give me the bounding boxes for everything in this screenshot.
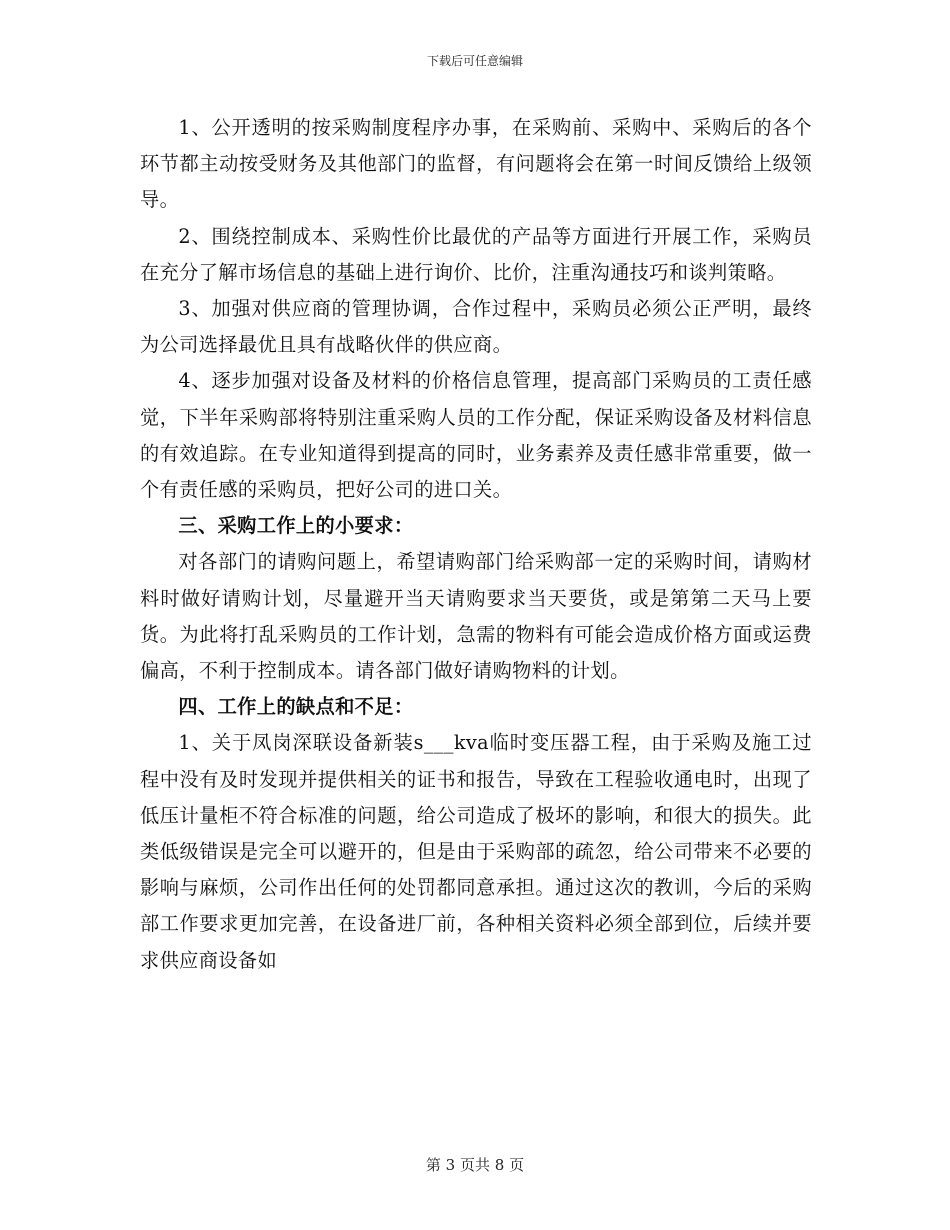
paragraph-1: 1、公开透明的按采购制度程序办事，在采购前、采购中、采购后的各个环节都主动按受财务及其他部门的监督，有问题将会在第一时间反馈给上级领导。 [140,116,812,212]
page-footer: 第 3 页共 8 页 [425,1156,525,1174]
paragraph-3: 3、加强对供应商的管理协调，合作过程中，采购员必须公正严明，最终为公司选择最优且具有战略伙伴的供应商。 [140,297,812,357]
section-heading-4: 四、工作上的缺点和不足： [178,695,414,719]
paragraph-5: 对各部门的请购问题上，希望请购部门给采购部一定的采购时间，请购材料时做好请购计划，尽量避开当天请购要求当天要货，或是第第二天马上要货。为此将打乱采购员的工作计划，急需的物料有可能会造成价格方面或运费偏高，不利于控制成本。请各部门做好请购物料的计划。 [140,550,812,683]
document-body [140,110,812,979]
section-heading-3: 三、采购工作上的小要求： [178,514,414,538]
paragraph-6: 1、关于凤岗深联设备新装s___kva临时变压器工程，由于采购及施工过程中没有及时发现并提供相关的证书和报告，导致在工程验收通电时，出现了低压计量柜不符合标准的问题，给公司造成了极坏的影响，和很大的损失。此类低级错误是完全可以避开的，但是由于采购部的疏忽，给公司带来不必要的影响与麻烦，公司作出任何的处罚都同意承担。通过这次的教训，今后的采购部工作要求更加完善，在设备进厂前，各种相关资料必须全部到位，后续并要求供应商设备如 [140,731,812,972]
paragraph-4: 4、逐步加强对设备及材料的价格信息管理，提高部门采购员的工责任感觉，下半年采购部将特别注重采购人员的工作分配，保证采购设备及材料信息的有效追踪。在专业知道得到提高的同时，业务素养及责任感非常重要，做一个有责任感的采购员，把好公司的进口关。 [140,369,812,502]
paragraph-2: 2、围绕控制成本、采购性价比最优的产品等方面进行开展工作，采购员在充分了解市场信息的基础上进行询价、比价，注重沟通技巧和谈判策略。 [140,224,812,284]
page-header: 下载后可任意编辑 [426,54,523,68]
